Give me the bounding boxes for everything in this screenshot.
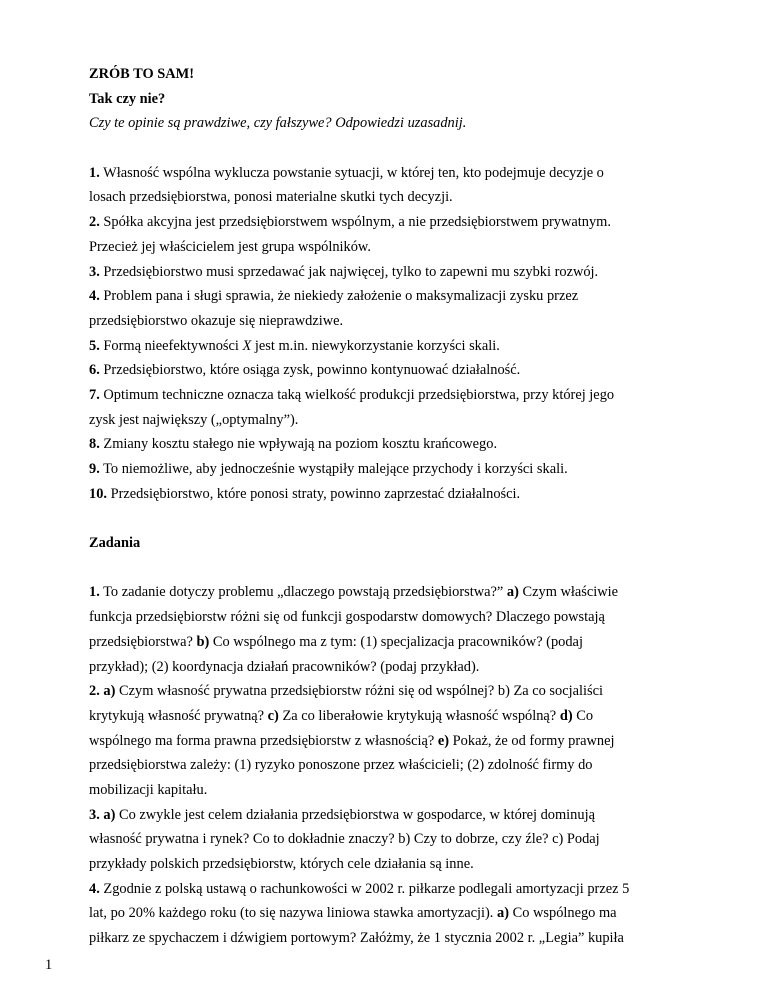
statement-item: 8. Zmiany kosztu stałego nie wpływają na poziom kosztu krańcowego. xyxy=(89,436,498,453)
statement-item: 9. To niemożliwe, aby jednocześnie wystąpiły malejące przychody i korzyści skali. xyxy=(89,461,568,477)
statement-item: 3. Przedsiębiorstwo musi sprzedawać jak najwięcej, tylko to zapewni mu szybki rozwój. xyxy=(89,263,599,280)
task-item: 2. a) Czym własność prywatna przedsiębiorstw różni się od wspólnej? b) Za co socjaliści krytykują własność prywatną? c) Za co liberałowie krytykują własność wspólną? d) Co wspólnego ma forma prawna przedsiębiorstw z własnością? e) Pokaż, że od formy prawnej przedsiębiorstwa zależy: (1) ryzyko ponoszone przez właścicieli; (2) zdolność firmy do mobilizacji kapitału. xyxy=(89,683,615,798)
page-content xyxy=(89,62,689,951)
statement-item: 5. Formą nieefektywności X jest m.in. niewykorzystanie korzyści skali. xyxy=(89,337,500,354)
page-title: ZRÓB TO SAM! xyxy=(89,66,195,82)
statement-item: 7. Optimum techniczne oznacza taką wielkość produkcji przedsiębiorstwa, przy której jego zysk jest największy („optymalny”). xyxy=(89,386,615,428)
section-subtitle: Tak czy nie? xyxy=(89,90,166,107)
task-item: 3. a) Co zwykle jest celem działania przedsiębiorstwa w gospodarce, w której dominują własność prywatna i rynek? Co to dokładnie znaczy? b) Czy to dobrze, czy źle? c) Podaj przykłady polskich przedsiębiorstw, których cele działania są inne. xyxy=(89,806,600,872)
statement-item: 2. Spółka akcyjna jest przedsiębiorstwem wspólnym, a nie przedsiębiorstwem prywatnym. Przecież jej właścicielem jest grupa wspólników. xyxy=(89,214,611,255)
intro-text: Czy te opinie są prawdziwe, czy fałszywe? Odpowiedzi uzasadnij. xyxy=(89,115,467,132)
statement-item: 10. Przedsiębiorstwo, które ponosi straty, powinno zaprzestać działalności. xyxy=(89,485,521,502)
task-item: 1. To zadanie dotyczy problemu „dlaczego powstają przedsiębiorstwa?” a) Czym właściwie funkcja przedsiębiorstw różni się od funkcji gospodarstw domowych? Dlaczego powstają przedsiębiorstwa? b) Co wspólnego ma z tym: (1) specjalizacja pracowników? (podaj przykład); (2) koordynacja działań pracowników? (podaj przykład). xyxy=(89,584,619,675)
statement-item: 1. Własność wspólna wyklucza powstanie sytuacji, w której ten, kto podejmuje decyzje o losach przedsiębiorstwa, ponosi materialne skutki tych decyzji. xyxy=(89,164,604,206)
tasks-heading: Zadania xyxy=(89,535,141,552)
statement-item: 4. Problem pana i sługi sprawia, że niekiedy założenie o maksymalizacji zysku przez przedsiębiorstwo okazuje się nieprawdziwe. xyxy=(89,288,579,329)
statement-item: 6. Przedsiębiorstwo, które osiąga zysk, powinno kontynuować działalność. xyxy=(89,362,521,379)
task-item: 4. Zgodnie z polską ustawą o rachunkowości w 2002 r. piłkarze podlegali amortyzacji przez 5 lat, po 20% każdego roku (to się nazywa liniowa stawka amortyzacji). a) Co wspólnego ma piłkarz ze spychaczem i dźwigiem portowym? Załóżmy, że 1 stycznia 2002 r. „Legia” kupiła xyxy=(89,880,630,947)
page-number: 1 xyxy=(45,957,53,973)
